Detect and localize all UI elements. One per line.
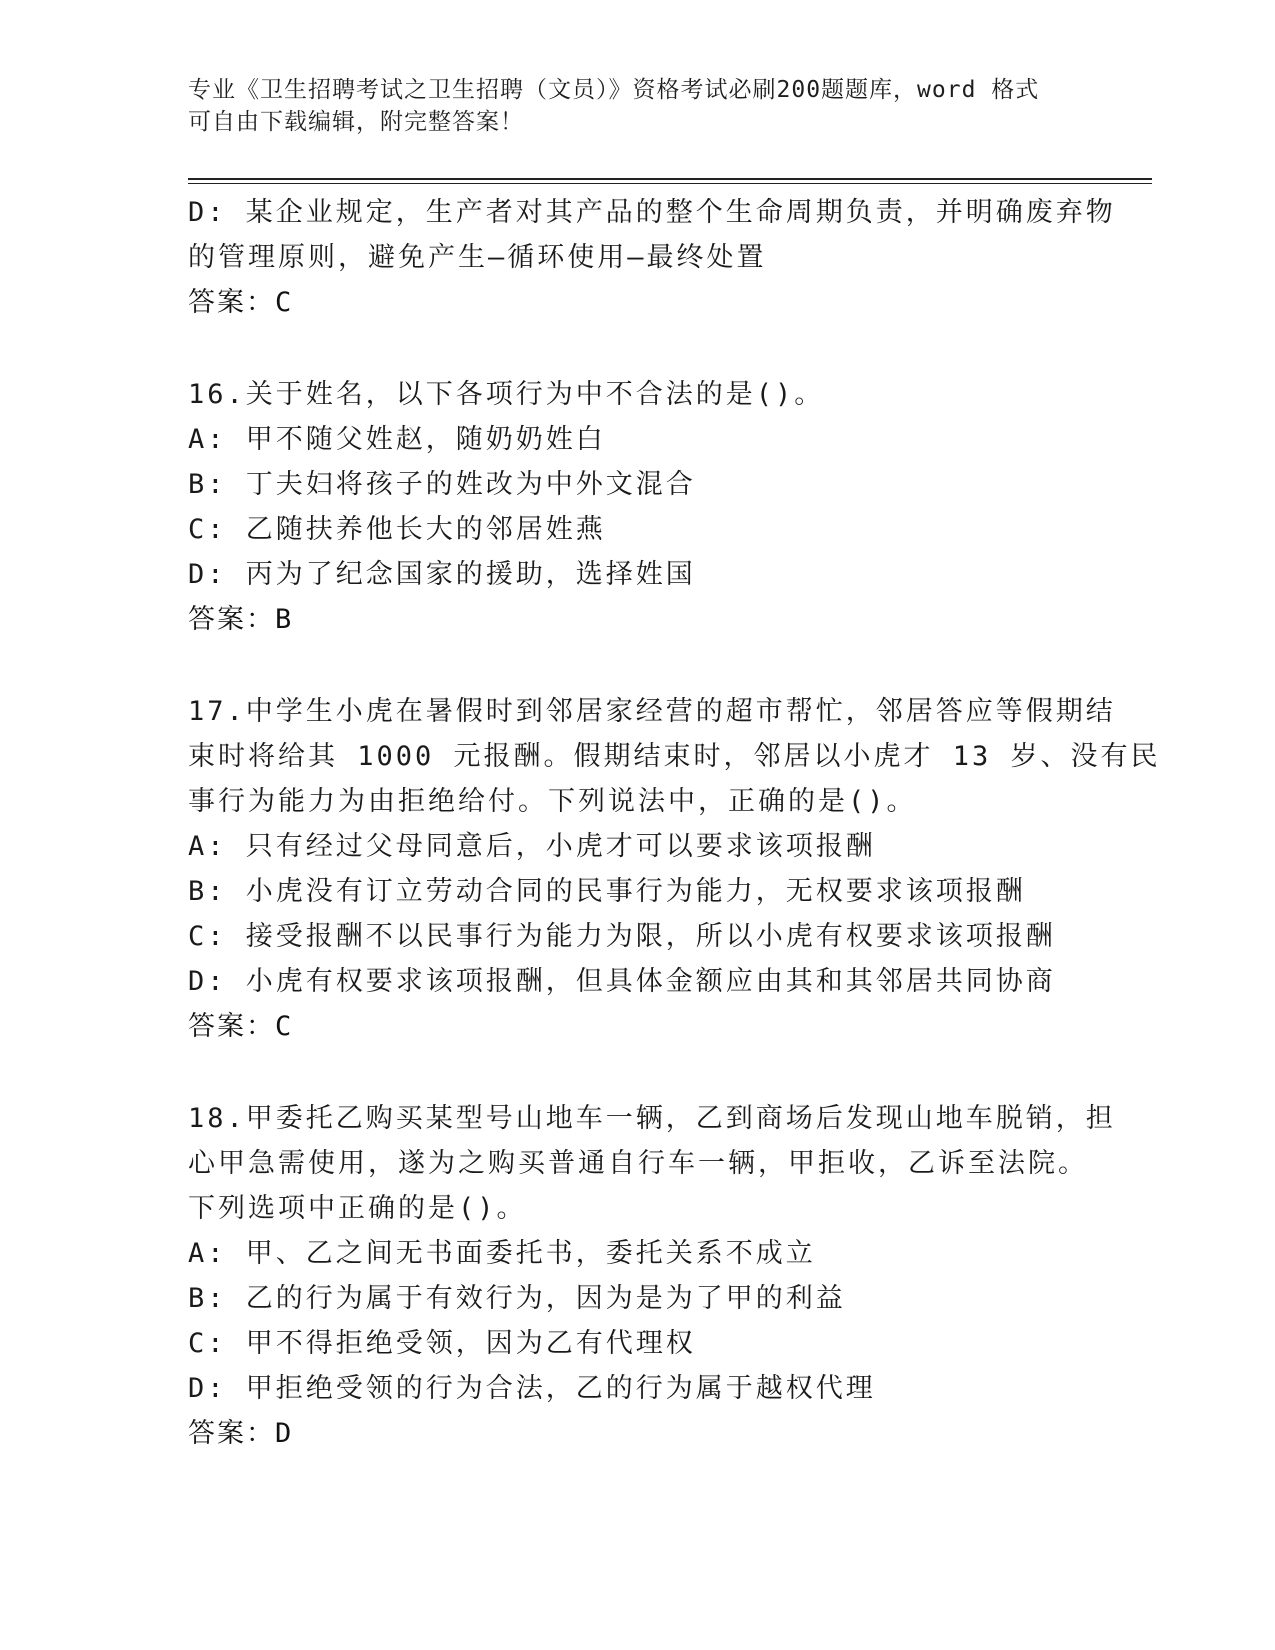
question-18 xyxy=(188,1096,1116,1456)
question-stem-line-2: 束时将给其 1000 元报酬。假期结束时，邻居以小虎才 13 岁、没有民 xyxy=(188,741,1161,772)
answer-line: 答案：B xyxy=(188,604,294,635)
option-c: C: 甲不得拒绝受领，因为乙有代理权 xyxy=(188,1328,696,1359)
block-spacer xyxy=(188,325,1088,372)
question-stem-line-3: 事行为能力为由拒绝给付。下列说法中，正确的是()。 xyxy=(188,786,917,817)
header-title-line-1: 专业《卫生招聘考试之卫生招聘（文员）》资格考试必刷200题题库，word 格式 xyxy=(188,77,1040,103)
header-divider-thick xyxy=(188,178,1152,180)
option-d: D: 小虎有权要求该项报酬，但具体金额应由其和其邻居共同协商 xyxy=(188,966,1056,997)
block-spacer xyxy=(188,1049,1088,1096)
block-spacer xyxy=(188,642,1088,689)
option-d-line-1: D: 某企业规定，生产者对其产品的整个生命周期负责，并明确废弃物 xyxy=(188,197,1116,228)
option-a: A: 只有经过父母同意后，小虎才可以要求该项报酬 xyxy=(188,831,876,862)
question-stem-line-3: 下列选项中正确的是()。 xyxy=(188,1193,527,1224)
question-stem: 16.关于姓名，以下各项行为中不合法的是()。 xyxy=(188,379,825,410)
question-stem-line-1: 18.甲委托乙购买某型号山地车一辆，乙到商场后发现山地车脱销，担 xyxy=(188,1103,1116,1134)
question-16 xyxy=(188,372,1088,642)
question-15-continuation xyxy=(188,190,1116,325)
question-stem-line-2: 心甲急需使用，遂为之购买普通自行车一辆，甲拒收，乙诉至法院。 xyxy=(188,1148,1088,1179)
header-divider-thin xyxy=(188,183,1152,184)
option-d: D: 丙为了纪念国家的援助，选择姓国 xyxy=(188,559,696,590)
page-header xyxy=(188,74,1088,138)
option-a: A: 甲不随父姓赵，随奶奶姓白 xyxy=(188,424,606,455)
question-stem-line-1: 17.中学生小虎在暑假时到邻居家经营的超市帮忙，邻居答应等假期结 xyxy=(188,696,1116,727)
answer-line: 答案：D xyxy=(188,1418,294,1449)
option-c: C: 接受报酬不以民事行为能力为限，所以小虎有权要求该项报酬 xyxy=(188,921,1056,952)
answer-line: 答案：C xyxy=(188,1011,294,1042)
header-title-line-2: 可自由下载编辑，附完整答案！ xyxy=(188,109,524,135)
option-b: B: 小虎没有订立劳动合同的民事行为能力，无权要求该项报酬 xyxy=(188,876,1026,907)
option-d: D: 甲拒绝受领的行为合法，乙的行为属于越权代理 xyxy=(188,1373,876,1404)
question-content xyxy=(188,190,1161,1456)
question-17 xyxy=(188,689,1161,1049)
option-a: A: 甲、乙之间无书面委托书，委托关系不成立 xyxy=(188,1238,816,1269)
option-c: C: 乙随扶养他长大的邻居姓燕 xyxy=(188,514,606,545)
option-b: B: 丁夫妇将孩子的姓改为中外文混合 xyxy=(188,469,696,500)
option-d-line-2: 的管理原则，避免产生—循环使用—最终处置 xyxy=(188,242,767,273)
answer-line: 答案：C xyxy=(188,287,294,318)
option-b: B: 乙的行为属于有效行为，因为是为了甲的利益 xyxy=(188,1283,846,1314)
